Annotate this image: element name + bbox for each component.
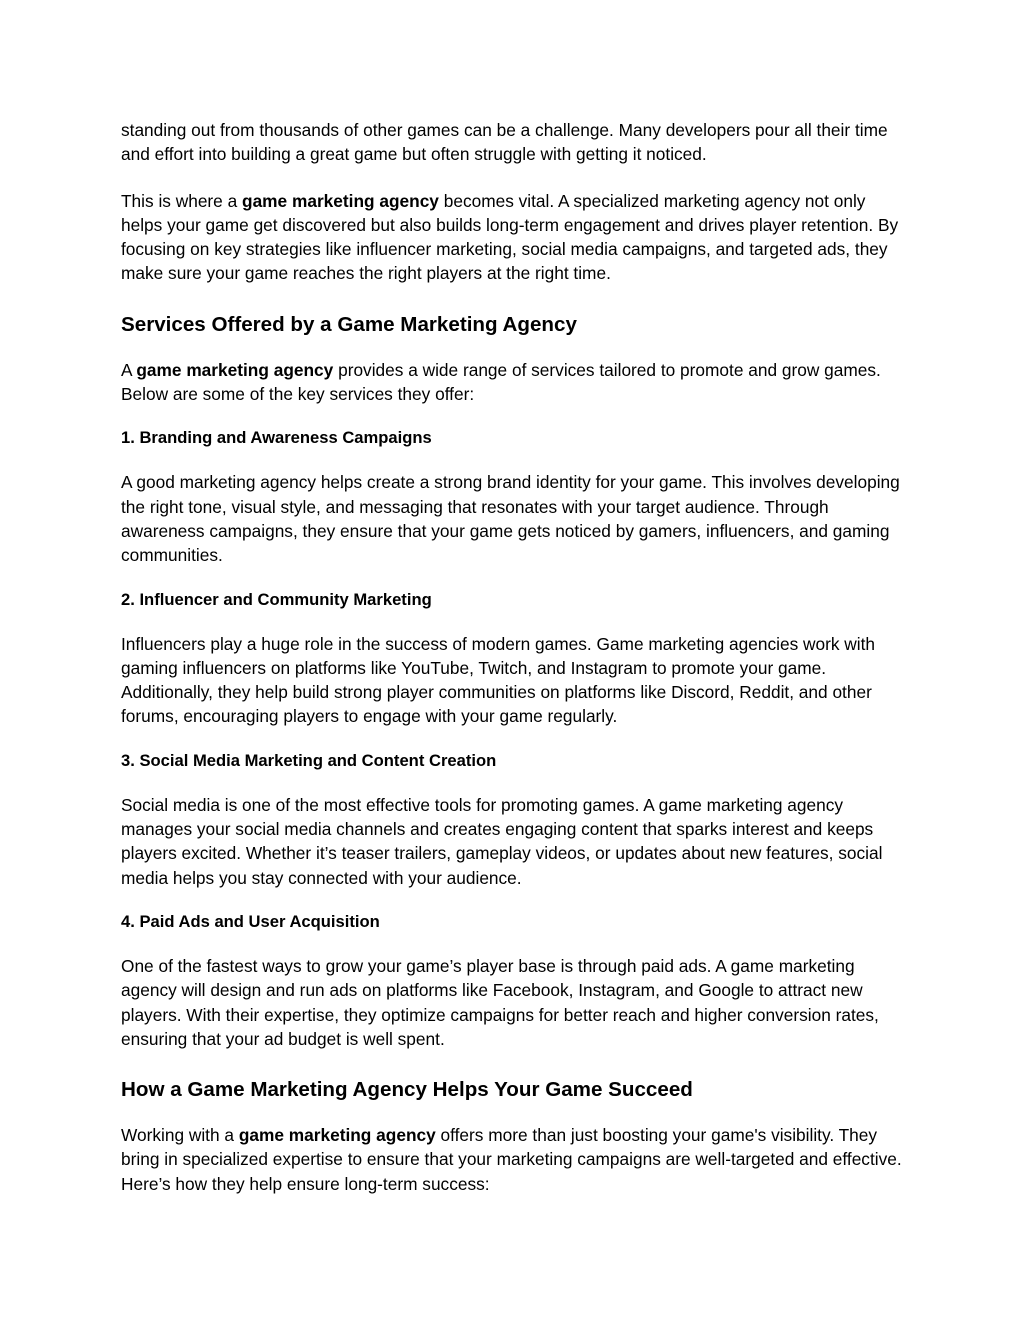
service-title-paid-ads: 4. Paid Ads and User Acquisition (121, 911, 380, 931)
intro-paragraph-2-pre: This is where a (121, 190, 243, 211)
service-body-social-media: Social media is one of the most effective tools for promoting games. A game marketing agency manages your social media channels and creates engaging content that sparks interest and keeps players excited. Whether it’s teaser trailers, gameplay videos, or updates about new features, social media helps you stay connected with your audience. (121, 794, 883, 888)
success-paragraph (121, 1123, 911, 1196)
services-intro-post: provides a wide range of services tailored to promote and grow games. Below are some of the key services they offer: (121, 359, 881, 405)
service-body-influencer: Influencers play a huge role in the success of modern games. Game marketing agencies work with gaming influencers on platforms like YouTube, Twitch, and Instagram to promote your game. Additionally, they help build strong player communities on platforms like Discord, Reddit, and other forums, encouraging players to engage with your game regularly. (121, 633, 876, 727)
intro-paragraph-2 (121, 189, 911, 286)
service-title-branding: 1. Branding and Awareness Campaigns (121, 428, 432, 448)
service-body-branding: A good marketing agency helps create a strong brand identity for your game. This involves developing the right tone, visual style, and messaging that resonates with your target audience. Through awareness campaigns, they ensure that your game gets noticed by gamers, influencers, and gaming communities. (121, 472, 900, 566)
services-intro-bold: game marketing agency (136, 359, 334, 380)
service-title-social-media: 3. Social Media Marketing and Content Creation (121, 750, 497, 770)
success-paragraph-post: offers more than just boosting your game's visibility. They bring in specialized expertise to ensure that your marketing campaigns are well-targeted and effective. Here’s how they help ensure long-term success: (121, 1125, 902, 1194)
success-heading: How a Game Marketing Agency Helps Your Game Succeed (121, 1078, 693, 1102)
services-intro-pre: A (121, 359, 137, 380)
intro-paragraph-1: standing out from thousands of other games can be a challenge. Many developers pour all their time and effort into building a great game but often struggle with getting it noticed. (121, 120, 888, 165)
success-paragraph-bold: game marketing agency (238, 1125, 436, 1146)
intro-paragraph-2-post: becomes vital. A specialized marketing agency not only helps your game get discovered but also builds long-term engagement and drives player retention. By focusing on key strategies like influencer marketing, social media campaigns, and targeted ads, they make sure your game reaches the right players at the right time. (121, 190, 899, 284)
service-title-influencer: 2. Influencer and Community Marketing (121, 589, 432, 609)
services-intro-paragraph (121, 358, 911, 407)
services-heading: Services Offered by a Game Marketing Agency (121, 312, 577, 336)
intro-paragraph-2-bold: game marketing agency (242, 190, 439, 211)
document-body (121, 118, 911, 1196)
service-body-paid-ads: One of the fastest ways to grow your game’s player base is through paid ads. A game marketing agency will design and run ads on platforms like Facebook, Instagram, and Google to attract new players. With their expertise, they optimize campaigns for better reach and higher conversion rates, ensuring that your ad budget is well spent. (121, 955, 879, 1049)
success-paragraph-pre: Working with a (121, 1125, 239, 1146)
